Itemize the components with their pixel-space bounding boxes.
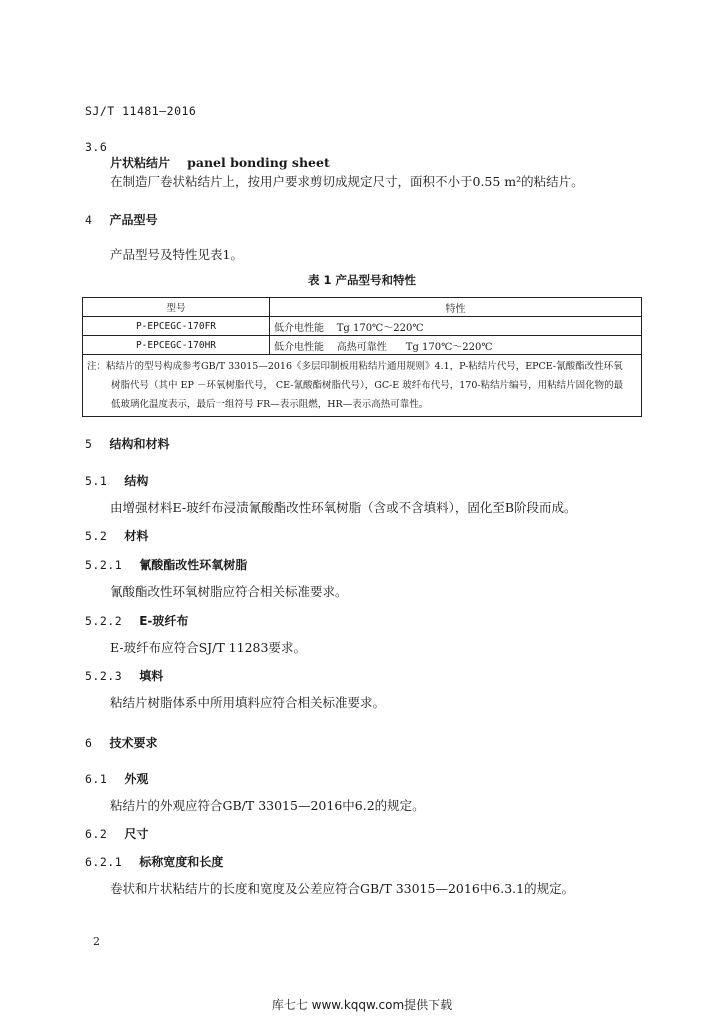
term-heading <box>110 152 330 171</box>
section-heading <box>85 209 158 228</box>
standard-code: SJ/T 11481—2016 <box>85 104 197 118</box>
section-number: 5.2.3 <box>85 669 123 683</box>
column-header: 型号 <box>83 298 270 317</box>
table-cell-property: 低介电性能 高热可靠性 Tg 170℃～220℃ <box>270 336 642 355</box>
paragraph: 氰酸酯改性环氧树脂应符合相关标准要求。 <box>110 584 348 599</box>
section-number: 4 <box>85 213 93 227</box>
table-cell-model: P-EPCEGC-170FR <box>83 317 270 336</box>
section-number: 5.2 <box>85 529 108 543</box>
product-table <box>82 297 642 417</box>
section-title: 结构 <box>124 474 149 488</box>
section-title: 填料 <box>139 669 164 683</box>
section-heading <box>85 732 158 751</box>
download-footer: 库七七 www.kqqw.com提供下载 <box>271 998 453 1012</box>
table-row <box>83 336 642 355</box>
section-title: 标称宽度和长度 <box>139 855 224 869</box>
table-header-row <box>83 298 642 317</box>
section-heading <box>85 610 188 629</box>
section-title: 尺寸 <box>124 827 149 841</box>
table-note: 注：粘结片的型号构成参考GB/T 33015—2016《多层印制板用粘结片通用规则》4.1，P-粘结片代号，EPCE-氰酸酯改性环氧树脂代号（其中 EP －环氧树脂代号， CE-氰酸酯树脂代号），GC-E 玻纤布代号，170-粘结片编号，用粘结片固化物的最低玻璃化温度表示，最后一组符号 FR—表示阻燃，HR—表示高热可靠性。 <box>83 355 642 417</box>
paragraph: 粘结片树脂体系中所用填料应符合相关标准要求。 <box>110 695 386 710</box>
section-heading <box>85 433 170 452</box>
clause-number: 3.6 <box>85 140 108 154</box>
section-title: 材料 <box>124 529 149 543</box>
section-number: 5.2.1 <box>85 558 123 572</box>
term-en: panel bonding sheet <box>187 155 330 170</box>
section-number: 6.2 <box>85 827 108 841</box>
section-heading <box>85 470 148 489</box>
section-heading <box>85 768 148 787</box>
section-title: 外观 <box>124 772 149 786</box>
section-number: 6 <box>85 736 93 750</box>
section-title: 结构和材料 <box>109 437 170 451</box>
table-row <box>83 317 642 336</box>
term-cn: 片状粘结片 <box>110 156 171 170</box>
paragraph: 卷状和片状粘结片的长度和宽度及公差应符合GB/T 33015—2016中6.3.1的规定。 <box>110 881 575 896</box>
section-heading <box>85 554 247 573</box>
table-cell-property: 低介电性能 Tg 170℃～220℃ <box>270 317 642 336</box>
table-note-row <box>83 355 642 417</box>
section-number: 5.1 <box>85 474 108 488</box>
section-heading <box>85 525 148 544</box>
paragraph: E-玻纤布应符合SJ/T 11283要求。 <box>110 640 306 655</box>
section-heading <box>85 823 148 842</box>
section-number: 5.2.2 <box>85 614 123 628</box>
section-title: 技术要求 <box>109 736 158 750</box>
section-number: 5 <box>85 437 93 451</box>
term-definition: 在制造厂卷状粘结片上，按用户要求剪切成规定尺寸，面积不小于0.55 m²的粘结片。 <box>110 174 584 189</box>
section-heading <box>85 851 223 870</box>
section-heading <box>85 665 163 684</box>
table-caption: 表 1 产品型号和特性 <box>307 273 416 287</box>
section-title: E-玻纤布 <box>139 614 189 628</box>
paragraph: 产品型号及特性见表1。 <box>110 247 243 262</box>
section-title: 产品型号 <box>109 213 158 227</box>
table-cell-model: P-EPCEGC-170HR <box>83 336 270 355</box>
page-number: 2 <box>93 935 100 948</box>
section-title: 氰酸酯改性环氧树脂 <box>139 558 248 572</box>
paragraph: 粘结片的外观应符合GB/T 33015—2016中6.2的规定。 <box>110 798 425 813</box>
paragraph: 由增强材料E-玻纤布浸渍氰酸酯改性环氧树脂（含或不含填料），固化至B阶段而成。 <box>110 500 577 515</box>
section-number: 6.1 <box>85 772 108 786</box>
section-number: 6.2.1 <box>85 855 123 869</box>
column-header: 特性 <box>270 298 642 317</box>
